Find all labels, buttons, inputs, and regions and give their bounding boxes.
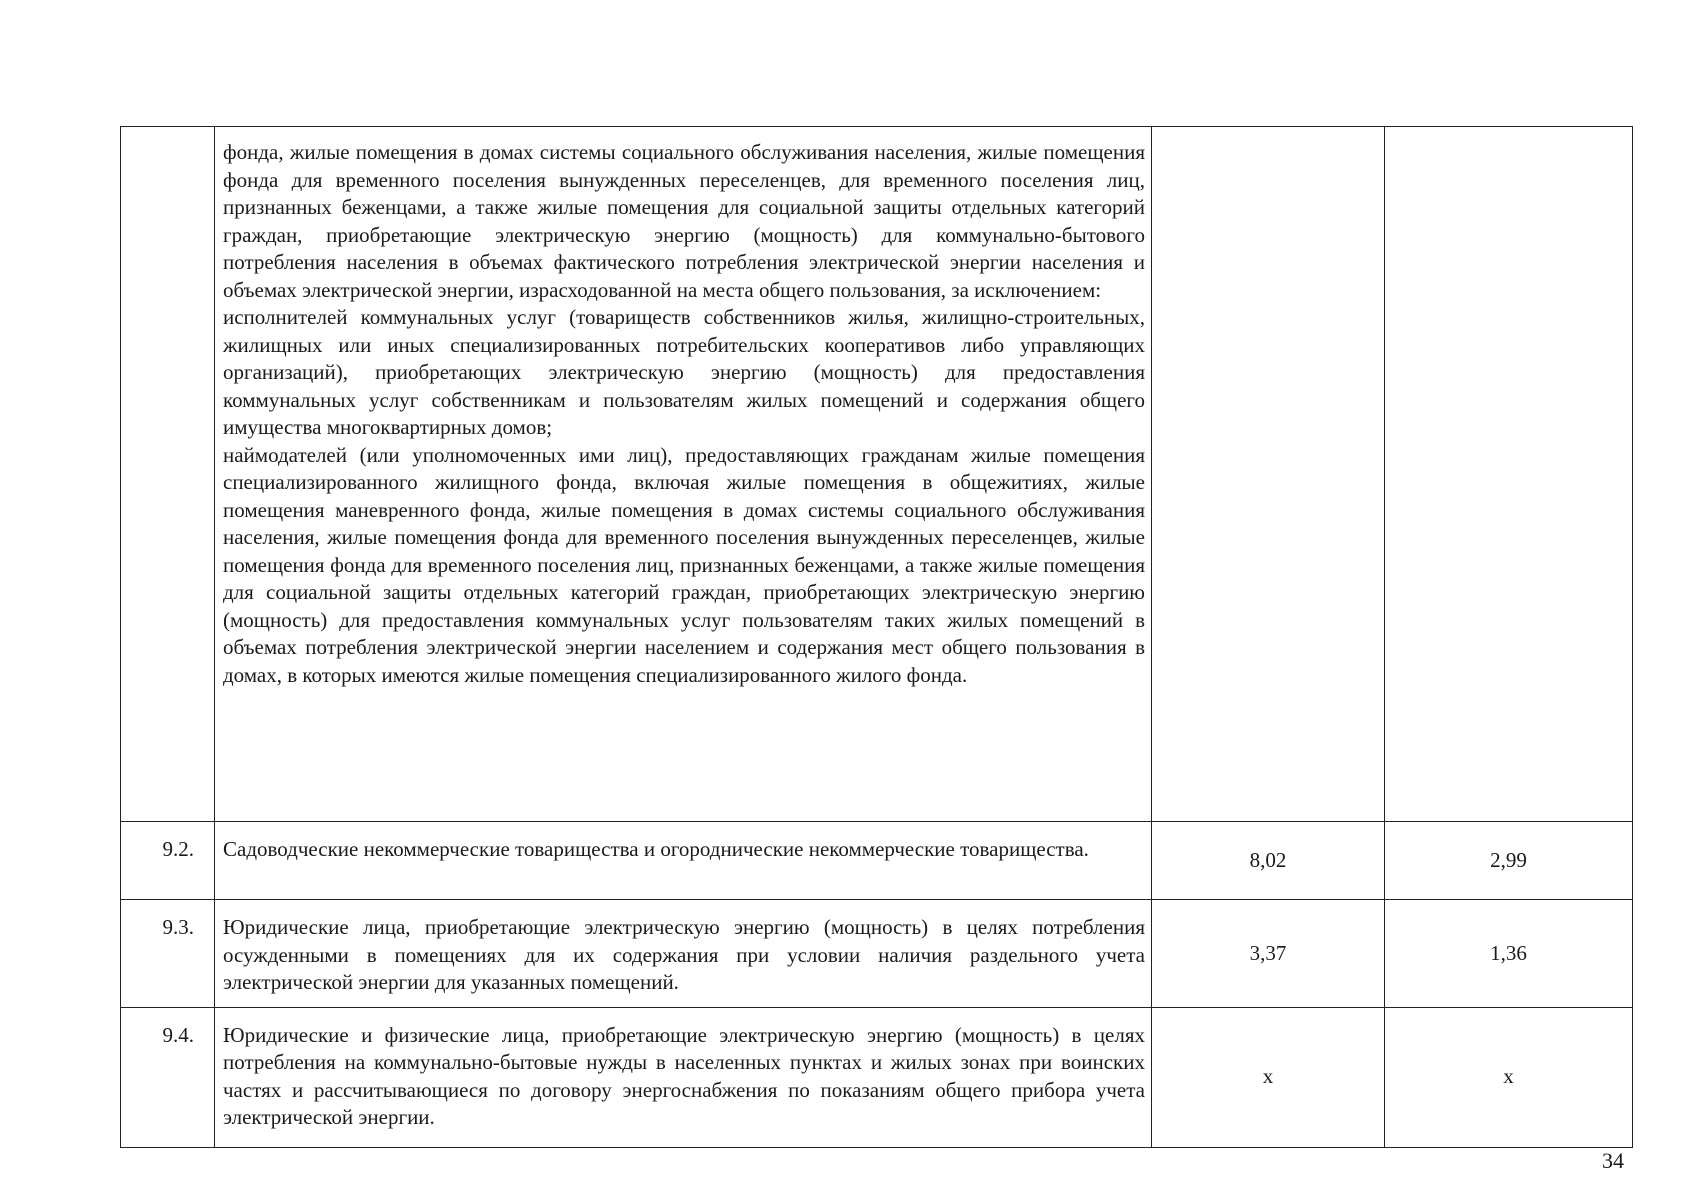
table-row	[121, 822, 1633, 900]
page-number: 34	[1602, 1148, 1624, 1173]
continuation-paragraph: наймодателей (или уполномоченных ими лиц), предоставляющих гражданам жилые помещения специализированного жилищного фонда, включая жилые помещения в общежитиях, жилые помещения маневренного фонда, жилые помещения в домах системы социального обслуживания населения, жилые помещения фонда для временного поселения вынужденных переселенцев, жилые помещения фонда для временного поселения лиц, признанных беженцами, а также жилые помещения для социальной защиты отдельных категорий граждан, приобретающих электрическую энергию (мощность) для предоставления коммунальных услуг пользователям таких жилых помещений в объемах потребления электрической энергии населением и содержания мест общего пользования в домах, в которых имеются жилые помещения специализированного жилого фонда.	[223, 442, 1145, 687]
table-row	[121, 900, 1633, 1008]
row-value1: 3,37	[1152, 900, 1385, 1008]
row-value2: х	[1385, 1007, 1633, 1147]
value1-cell	[1152, 127, 1385, 822]
row-value2: 1,36	[1385, 900, 1633, 1008]
row-description: Юридические и физические лица, приобретающие электрическую энергию (мощность) в целях потребления на коммунально-бытовые нужды в населенных пунктах и жилых зонах при воинских частях и рассчитывающиеся по договору энергоснабжения по показаниям общего прибора учета электрической энергии.	[215, 1007, 1152, 1147]
continuation-paragraph: исполнителей коммунальных услуг (товариществ собственников жилья, жилищно-строительных, жилищных или иных специализированных потребительских кооперативов либо управляющих организаций), приобретающих электрическую энергию (мощность) для предоставления коммунальных услуг собственникам и пользователям жилых помещений и содержания общего имущества многоквартирных домов;	[223, 305, 1145, 439]
table-row	[121, 1007, 1633, 1147]
row-value1: х	[1152, 1007, 1385, 1147]
row-number: 9.3.	[121, 900, 215, 1008]
row-description: Садоводческие некоммерческие товарищества и огороднические некоммерческие товарищества.	[215, 822, 1152, 900]
table-row-continuation	[121, 127, 1633, 822]
row-number: 9.4.	[121, 1007, 215, 1147]
row-number-cell	[121, 127, 215, 822]
row-description: Юридические лица, приобретающие электрическую энергию (мощность) в целях потребления осужденными в помещениях для их содержания при условии наличия раздельного учета электрической энергии для указанных помещений.	[215, 900, 1152, 1008]
row-value2: 2,99	[1385, 822, 1633, 900]
continuation-text-cell	[215, 127, 1152, 822]
row-number: 9.2.	[121, 822, 215, 900]
row-value1: 8,02	[1152, 822, 1385, 900]
tariff-table	[120, 126, 1633, 1148]
value2-cell	[1385, 127, 1633, 822]
continuation-paragraph: фонда, жилые помещения в домах системы социального обслуживания населения, жилые помещения фонда для временного поселения вынужденных переселенцев, для временного поселения лиц, признанных беженцами, а также жилые помещения для социальной защиты отдельных категорий граждан, приобретающие электрическую энергию (мощность) для коммунально-бытового потребления населения в объемах фактического потребления электрической энергии населения и объемах электрической энергии, израсходованной на места общего пользования, за исключением:	[223, 140, 1145, 302]
